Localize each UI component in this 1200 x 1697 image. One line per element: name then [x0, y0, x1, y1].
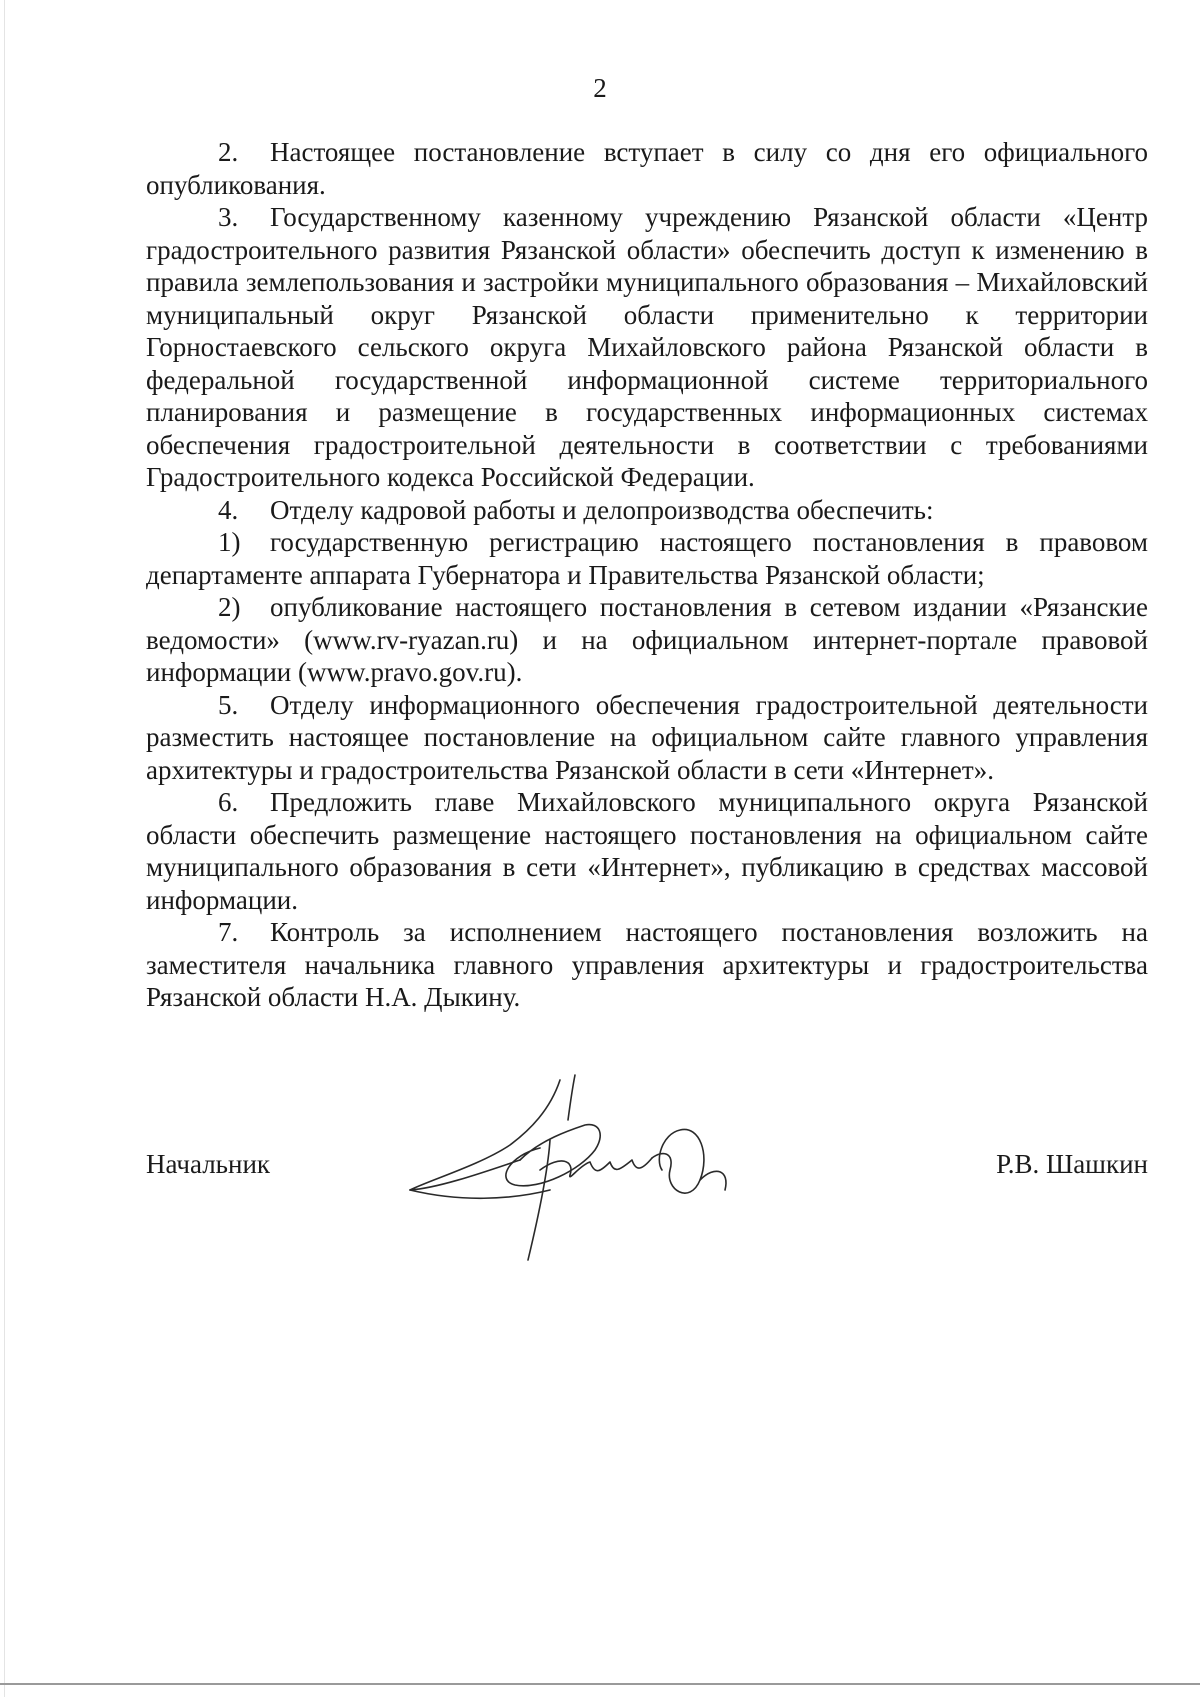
paragraph-7	[146, 916, 1148, 1014]
paragraph-number: 4.	[218, 494, 239, 525]
paragraph-text: Отделу кадровой работы и делопроизводства обеспечить:	[270, 494, 934, 525]
signatory-title: Начальник	[146, 1149, 271, 1179]
paragraph-text: Контроль за исполнением настоящего постановления возложить на заместителя начальника главного управления архитектуры и градостроительства Рязанской области Н.А. Дыкину.	[146, 917, 1148, 1012]
scan-margin-line	[4, 0, 5, 1697]
paragraph-6	[146, 786, 1148, 916]
paragraph-text: Отделу информационного обеспечения градостроительной деятельности разместить настоящее постановление на официальном сайте главного управления архитектуры и градостроительства Рязанской области в сети «Интернет».	[146, 689, 1148, 785]
subparagraph-2	[146, 591, 1148, 689]
paragraph-text: Государственному казенному учреждению Рязанской области «Центр градостроительного развития Рязанской области» обеспечить доступ к изменению в правила землепользования и застройки муниципального образования – Михайловский муниципальный округ Рязанской области применительно к территории Горностаевского сельского округа Михайловского района Рязанской области в федеральной государственной информационной системе территориального планирования и размещение в государственных информационных системах обеспечения градостроительной деятельности в соответствии с требованиями Градостроительного кодекса Российской Федерации.	[146, 202, 1148, 492]
scan-bottom-edge	[0, 1683, 1200, 1685]
page-number: 2	[593, 73, 607, 103]
paragraph-text: опубликование настоящего постановления в сетевом издании «Рязанские ведомости» (www.rv-ryazan.ru) и на официальном интернет-портале правовой информации (www.pravo.gov.ru).	[146, 592, 1148, 687]
handwritten-signature	[400, 1070, 770, 1270]
paragraph-2	[146, 136, 1148, 201]
paragraph-5	[146, 689, 1148, 787]
paragraph-number: 2)	[218, 592, 241, 622]
paragraph-3	[146, 201, 1148, 494]
paragraph-number: 7.	[218, 917, 239, 947]
paragraph-number: 5.	[218, 689, 239, 720]
paragraph-number: 1)	[218, 527, 241, 557]
paragraph-text: Настоящее постановление вступает в силу со дня его официального опубликования.	[146, 137, 1148, 200]
subparagraph-1	[146, 526, 1148, 591]
document-body	[146, 136, 1148, 1014]
paragraph-number: 2.	[218, 137, 239, 167]
paragraph-4	[146, 494, 1148, 527]
paragraph-number: 3.	[218, 202, 239, 232]
signatory-name: Р.В. Шашкин	[996, 1149, 1148, 1179]
paragraph-number: 6.	[218, 787, 239, 817]
paragraph-text: государственную регистрацию настоящего постановления в правовом департаменте аппарата Губернатора и Правительства Рязанской области;	[146, 527, 1148, 590]
paragraph-text: Предложить главе Михайловского муниципального округа Рязанской области обеспечить размещение настоящего постановления на официальном сайте муниципального образования в сети «Интернет», публикацию в средствах массовой информации.	[146, 787, 1148, 915]
